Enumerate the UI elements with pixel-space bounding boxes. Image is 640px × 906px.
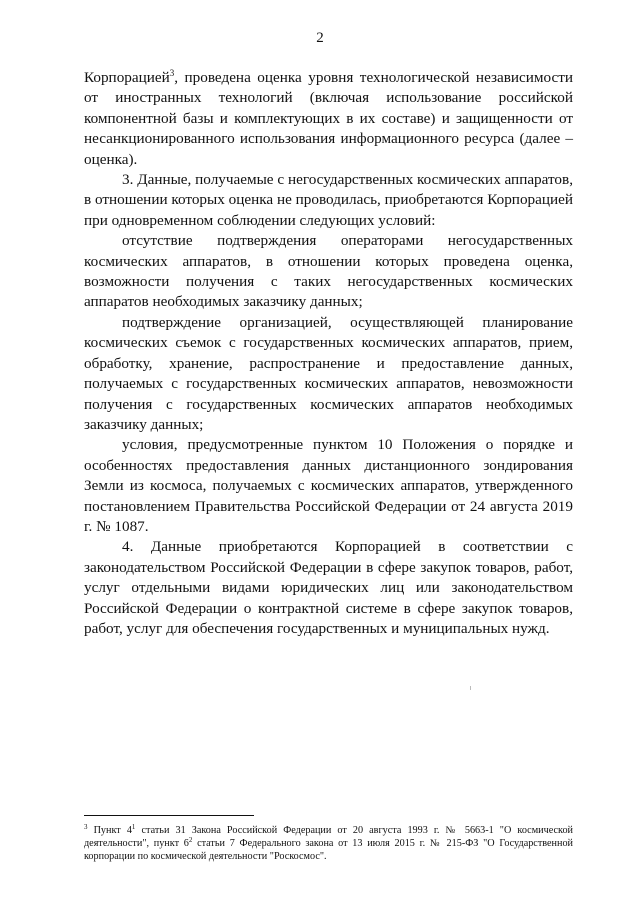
footnote-divider bbox=[84, 815, 254, 816]
paragraph-condition-2: подтверждение организацией, осуществляющей планирование космических съемок с государственных космических аппаратов, прием, обработку, хранение, распространение и предоставление данных, получаемых с государственных космических аппаратов, невозможности получения с государственных космических аппаратов необходимых заказчику данных; bbox=[84, 313, 573, 433]
page-number: 2 bbox=[316, 30, 324, 46]
paragraph-clause-4: 4. Данные приобретаются Корпорацией в соответствии с законодательством Российской Федерации в сфере закупок товаров, работ, услуг отдельными видами юридических лиц или законодательством Российской Федерации о контрактной системе в сфере закупок товаров, работ, услуг для обеспечения государственных и муниципальных нужд. bbox=[84, 538, 573, 637]
paragraph-condition-1: отсутствие подтверждения операторами негосударственных космических аппаратов, в отношении которых проведена оценка, возможности получения с таких негосударственных космических аппаратов необходимых заказчику данных; bbox=[84, 232, 573, 311]
document-body bbox=[84, 68, 573, 639]
footnote-marker: 3 bbox=[84, 823, 88, 831]
footnote-text: статьи 31 Закона Российской Федерации от 20 августа 1993 г. № 5663-1 "О космической деятельности", пункт 6 bbox=[84, 825, 573, 849]
footnote-reference[interactable]: 3 bbox=[169, 68, 175, 78]
footnote-text: статьи 7 Федерального закона от 13 июля 2015 г. № 215-ФЗ "О Государственной корпорации по космической деятельности "Роскосмос". bbox=[84, 838, 574, 862]
footnote-superscript: 2 bbox=[188, 836, 193, 844]
paragraph-text: Корпорацией bbox=[84, 69, 170, 86]
footnote-text: Пункт 4 bbox=[87, 825, 132, 836]
footnote bbox=[84, 824, 573, 863]
paragraph-text: , проведена оценка уровня технологической независимости от иностранных технологий (включая использование российской компонентной базы и комплектующих в их составе) и защищенности от несанкционированного использования информационного ресурса (далее – оценка). bbox=[84, 69, 573, 168]
paragraph-clause-3: 3. Данные, получаемые с негосударственных космических аппаратов, в отношении которых оценка не проводилась, приобретаются Корпорацией при одновременном соблюдении следующих условий: bbox=[84, 171, 573, 229]
paragraph-continuation bbox=[84, 68, 573, 170]
scan-speck bbox=[470, 686, 471, 690]
footnote-superscript: 1 bbox=[131, 823, 136, 831]
paragraph-condition-3: условия, предусмотренные пунктом 10 Положения о порядке и особенностях предоставления данных дистанционного зондирования Земли из космоса, получаемых с космических аппаратов, утвержденного постановлением Правительства Российской Федерации от 24 августа 2019 г. № 1087. bbox=[84, 436, 573, 535]
